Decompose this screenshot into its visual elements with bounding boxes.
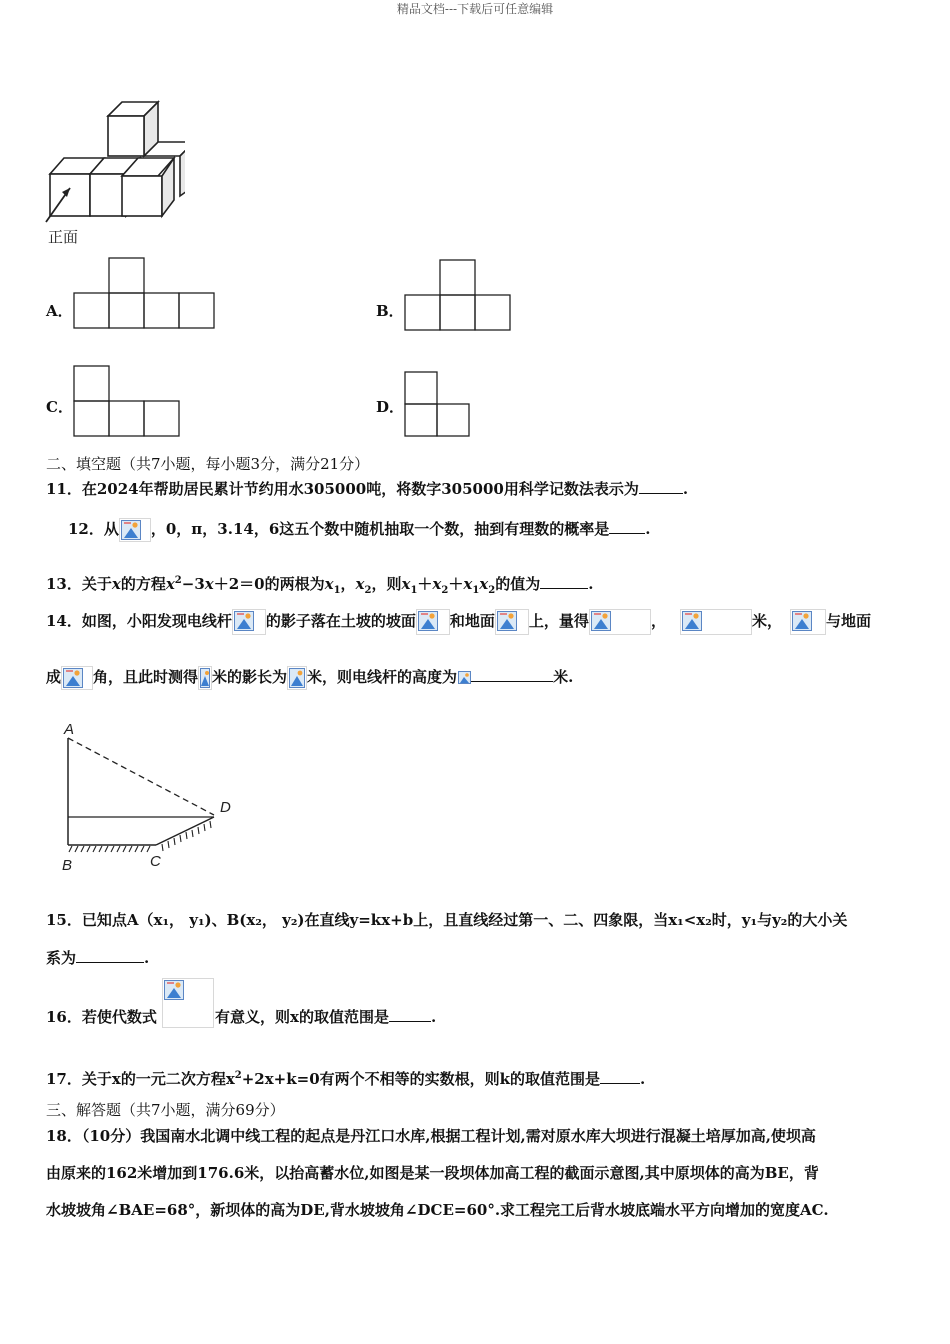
image-icon (289, 668, 305, 688)
point-a-label: A (64, 721, 75, 738)
math-image-placeholder (61, 666, 93, 690)
math-image-placeholder (119, 518, 151, 542)
math-image-placeholder (790, 609, 826, 635)
option-d-figure (403, 370, 473, 438)
math-image-placeholder (495, 609, 529, 635)
cube-front-face (108, 116, 144, 156)
question-18-line-2: 由原来的162米增加到176.6米，以抬高蓄水位,如图是某一段坝体加高工程的截面示意图,其中原坝体的高为BE，背 (46, 1164, 819, 1182)
math-image-placeholder (457, 670, 471, 686)
question-14-line-1: 14．如图，小阳发现电线杆 的影子落在土坡的坡面 和地面 上，量得 ， 米， 与地面 (46, 604, 871, 638)
question-12: 12．从 ，0，π，3.14，6这五个数中随机抽取一个数，抽到有理数的概率是 . (68, 512, 651, 546)
page-header: 精品文档---下载后可任意编辑 (396, 2, 554, 16)
image-icon (234, 611, 254, 631)
math-image-placeholder (680, 609, 752, 635)
option-c-figure (72, 364, 182, 438)
cube-stack-figure (40, 96, 185, 248)
question-15-line-1: 15．已知点A（x₁， y₁)、B(x₂， y₂)在直线y=kx+b上，且直线经过第一、二、四象限，当x₁<x₂时，y₁与y₂的大小关 (46, 911, 848, 929)
point-b-label: B (62, 857, 73, 874)
section-3-title: 三、解答题（共7小题，满分69分） (46, 1101, 285, 1119)
front-label: 正面 (48, 229, 79, 246)
question-18-line-3: 水坡坡角∠BAE=68°，新坝体的高为DE,背水坡坡角∠DCE=60°.求工程完工后背水坡底端水平方向增加的宽度AC. (46, 1201, 829, 1219)
image-icon (497, 611, 517, 631)
question-18-line-1: 18．（10分）我国南水北调中线工程的起点是丹江口水库,根据工程计划,需对原水库大坝进行混凝土培厚加高,使坝高 (46, 1127, 816, 1145)
math-image-placeholder (198, 666, 212, 690)
question-17: 17．关于x的一元二次方程$x^2+2x+k=0$有两个不相等的实数根，则k的取值范围是 . (46, 1070, 646, 1088)
question-16-prefix: 16．若使代数式 (46, 1008, 157, 1026)
option-a-label: A． (46, 302, 73, 320)
question-11: 11．在2024年帮助居民累计节约用水305000吨，将数字305000用科学记数法表示为 . (46, 480, 689, 498)
sunray-dashed-line (68, 738, 214, 815)
image-icon (591, 611, 611, 631)
image-icon (682, 611, 702, 631)
pole-shadow-figure (56, 720, 256, 880)
math-image-placeholder (162, 978, 214, 1028)
question-16: 有意义，则x的取值范围是 . (215, 1008, 437, 1026)
image-icon (458, 671, 471, 684)
image-icon (121, 520, 141, 540)
image-icon (200, 668, 210, 688)
option-b-label: B． (376, 302, 404, 320)
image-icon (164, 980, 184, 1000)
math-image-placeholder (287, 666, 307, 690)
math-image-placeholder (232, 609, 266, 635)
option-a-figure (72, 256, 216, 330)
option-b-figure (403, 258, 513, 332)
image-icon (63, 668, 83, 688)
section-2-title: 二、填空题（共7小题，每小题3分，满分21分） (46, 455, 370, 473)
point-d-label: D (220, 799, 231, 816)
option-c-label: C． (46, 398, 73, 416)
question-15-line-2: 系为 . (46, 949, 150, 967)
math-image-placeholder (589, 609, 651, 635)
point-c-label: C (150, 853, 161, 870)
math-image-placeholder (416, 609, 450, 635)
slope-line (156, 817, 214, 845)
image-icon (418, 611, 438, 631)
cube-front-face (122, 176, 162, 216)
question-14-line-2: 成 角，且此时测得 米的影长为 米，则电线杆的高度为 米. (46, 660, 573, 694)
question-13: 13．关于x的方程$x^2-3x+2=0$的两根为$x_1$，$x_2$，则$x_1+x_2+x_1x_2$的值为 . (46, 575, 594, 596)
option-d-label: D． (376, 398, 405, 416)
image-icon (792, 611, 812, 631)
cube-front-face (50, 174, 90, 216)
